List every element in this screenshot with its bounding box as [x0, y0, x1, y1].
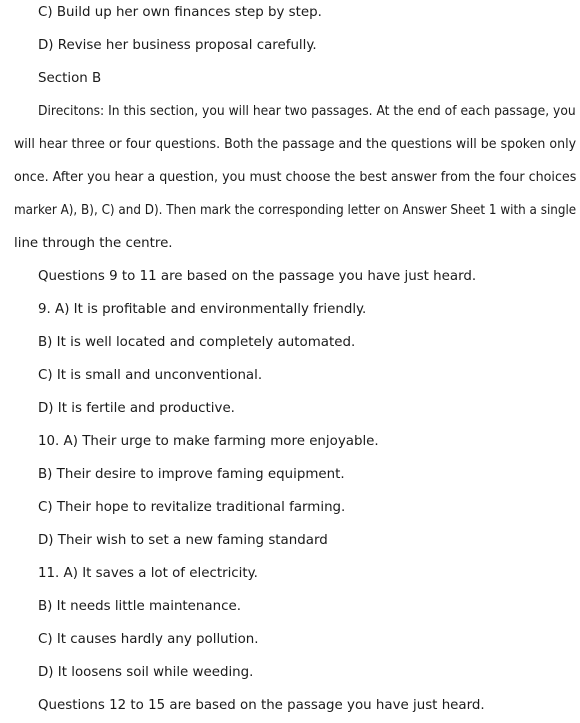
- question-11-option-c: C) It causes hardly any pollution.: [38, 632, 259, 647]
- question-11-option-a: 11. A) It saves a lot of electricity.: [38, 566, 258, 581]
- directions-line-5: line through the centre.: [14, 236, 173, 251]
- question-10-option-c: C) Their hope to revitalize traditional farming.: [38, 500, 346, 515]
- section-heading: Section B: [38, 71, 102, 86]
- option-c-previous: C) Build up her own finances step by step.: [38, 5, 322, 20]
- questions-12-15-intro: Questions 12 to 15 are based on the passage you have just heard.: [38, 698, 485, 713]
- question-11-option-d: D) It loosens soil while weeding.: [38, 665, 254, 680]
- option-d-previous: D) Revise her business proposal carefully.: [38, 38, 317, 53]
- question-10-option-a: 10. A) Their urge to make farming more enjoyable.: [38, 434, 379, 449]
- directions-line-1: Direcitons: In this section, you will hear two passages. At the end of each passage, you: [38, 104, 576, 119]
- directions-line-4: marker A), B), C) and D). Then mark the corresponding letter on Answer Sheet 1 with a single: [14, 203, 577, 218]
- question-9-option-c: C) It is small and unconventional.: [38, 368, 263, 383]
- question-9-option-d: D) It is fertile and productive.: [38, 401, 235, 416]
- question-9-option-b: B) It is well located and completely automated.: [38, 335, 356, 350]
- question-10-option-b: B) Their desire to improve faming equipment.: [38, 467, 345, 482]
- questions-9-11-intro: Questions 9 to 11 are based on the passage you have just heard.: [38, 269, 477, 284]
- directions-line-3: once. After you hear a question, you must choose the best answer from the four choices: [14, 170, 577, 185]
- directions-line-2: will hear three or four questions. Both the passage and the questions will be spoken only: [14, 137, 577, 152]
- question-9-option-a: 9. A) It is profitable and environmentally friendly.: [38, 302, 367, 317]
- question-11-option-b: B) It needs little maintenance.: [38, 599, 241, 614]
- question-10-option-d: D) Their wish to set a new faming standard: [38, 533, 328, 548]
